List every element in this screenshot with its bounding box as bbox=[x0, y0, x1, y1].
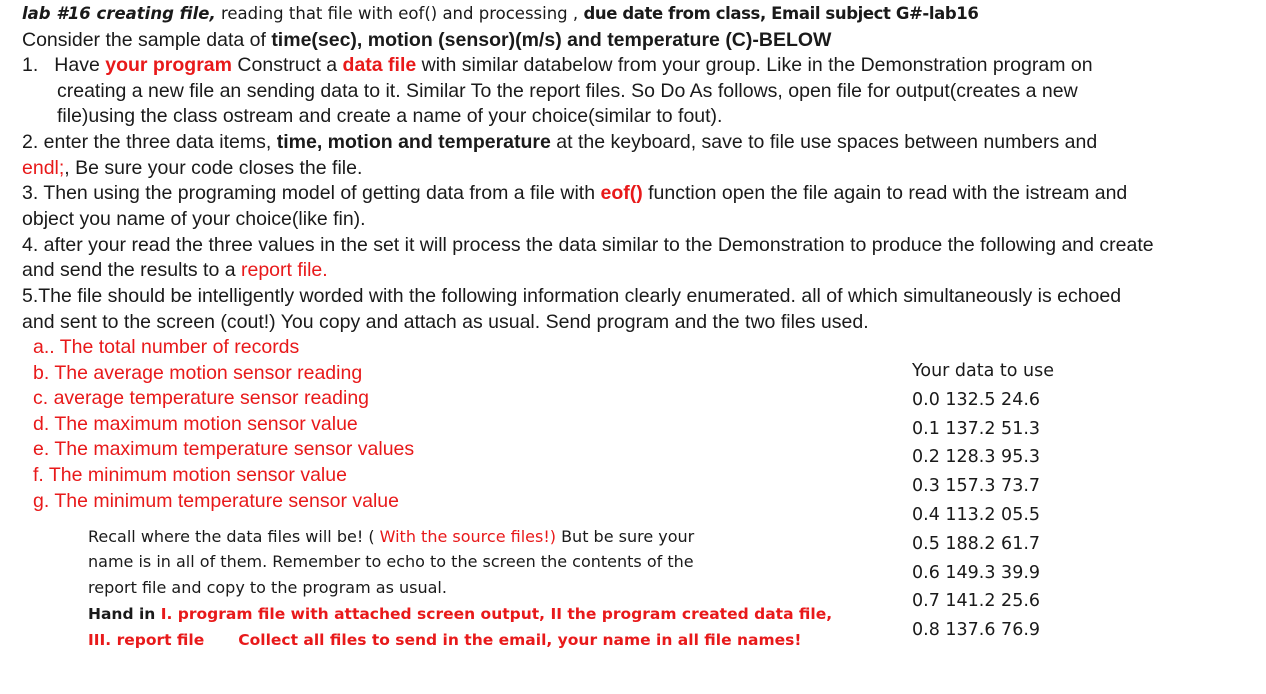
recall-text-c: But be sure your bbox=[555, 527, 695, 546]
step-1-your-program: your program bbox=[105, 54, 232, 76]
step-3-line-1 bbox=[22, 182, 1127, 204]
data-row: 0.1 137.2 51.3 bbox=[912, 419, 1041, 439]
list-item-f: f. The minimum motion sensor value bbox=[33, 464, 347, 486]
intro-lead: Consider the sample data of bbox=[22, 29, 272, 51]
intro-bold: time(sec), motion (sensor)(m/s) and temperature (C)-BELOW bbox=[271, 29, 832, 51]
recall-line-1 bbox=[88, 526, 694, 548]
recall-text-a: Recall where the data files will be! ( bbox=[88, 527, 380, 546]
step-1-text-a: Have bbox=[54, 54, 106, 76]
list-item-d: d. The maximum motion sensor value bbox=[33, 413, 358, 435]
step-3-line-2: object you name of your choice(like fin). bbox=[22, 208, 366, 230]
step-1-line-3: file)using the class ostream and create a name of your choice(similar to fout). bbox=[57, 105, 723, 127]
data-row: 0.3 157.3 73.7 bbox=[912, 476, 1041, 496]
hand-in-label: Hand in bbox=[88, 605, 161, 623]
intro-line bbox=[22, 29, 831, 51]
step-1-line-2: creating a new file an sending data to it. Similar To the report files. So Do As follows, open file for output(creates a new bbox=[57, 80, 1078, 102]
data-row: 0.5 188.2 61.7 bbox=[912, 534, 1041, 554]
step-3-text-c: function open the file again to read with the istream and bbox=[642, 182, 1128, 204]
step-4-line-2 bbox=[22, 259, 328, 281]
list-item-b: b. The average motion sensor reading bbox=[33, 362, 363, 384]
step-5-line-2: and sent to the screen (cout!) You copy and attach as usual. Send program and the two files used. bbox=[22, 311, 869, 333]
step-1-text-e: with similar databelow from your group. Like in the Demonstration program on bbox=[416, 54, 1093, 76]
step-2-text-e: , Be sure your code closes the file. bbox=[64, 157, 363, 179]
step-1-line-1 bbox=[22, 54, 1093, 76]
report-file-item: III. report file bbox=[88, 631, 205, 649]
step-5-line-1: 5.The file should be intelligently worded with the following information clearly enumerated. all of which simultaneously is echoed bbox=[22, 285, 1122, 307]
hand-in-line-2 bbox=[88, 629, 801, 651]
step-3-eof: eof() bbox=[600, 182, 643, 204]
hand-in-line bbox=[88, 603, 832, 625]
data-row: 0.6 149.3 39.9 bbox=[912, 563, 1041, 583]
step-2-text-a: 2. enter the three data items, bbox=[22, 131, 277, 153]
step-1-text-c: Construct a bbox=[232, 54, 343, 76]
header-due-date: due date from class, Email subject G#-lab16 bbox=[578, 4, 979, 23]
collect-files-note: Collect all files to send in the email, your name in all file names! bbox=[238, 631, 802, 649]
header-reading: reading that file with eof() and processing , bbox=[215, 4, 579, 23]
hand-in-items: I. program file with attached screen output, II the program created data file, bbox=[160, 605, 833, 623]
recall-line-3: report file and copy to the program as usual. bbox=[88, 578, 447, 597]
recall-line-2: name is in all of them. Remember to echo to the screen the contents of the bbox=[88, 552, 694, 571]
step-2-line-1 bbox=[22, 131, 1097, 153]
list-item-e: e. The maximum temperature sensor values bbox=[33, 438, 415, 460]
step-1-data-file: data file bbox=[342, 54, 417, 76]
step-2-line-2 bbox=[22, 157, 362, 179]
step-3-text-a: 3. Then using the programing model of getting data from a file with bbox=[22, 182, 601, 204]
data-row: 0.2 128.3 95.3 bbox=[912, 447, 1041, 467]
list-item-c: c. average temperature sensor reading bbox=[33, 387, 370, 409]
data-title: Your data to use bbox=[912, 361, 1055, 381]
step-2-endl: endl; bbox=[22, 157, 65, 179]
step-1-number: 1. bbox=[22, 54, 39, 76]
data-row: 0.0 132.5 24.6 bbox=[912, 390, 1041, 410]
step-4-text-b: and send the results to a bbox=[22, 259, 241, 281]
step-2-bold: time, motion and temperature bbox=[276, 131, 551, 153]
assignment-header bbox=[22, 3, 978, 25]
step-4-line-1: 4. after your read the three values in the set it will process the data similar to the Demonstration to produce the following and create bbox=[22, 234, 1154, 256]
data-row: 0.4 113.2 05.5 bbox=[912, 505, 1041, 525]
recall-source-files: With the source files!) bbox=[379, 527, 556, 546]
list-item-a: a.. The total number of records bbox=[33, 336, 300, 358]
step-4-report-file: report file. bbox=[240, 259, 328, 281]
lab-title: lab #16 creating file, bbox=[22, 4, 216, 23]
list-item-g: g. The minimum temperature sensor value bbox=[33, 490, 399, 512]
data-row: 0.7 141.2 25.6 bbox=[912, 591, 1041, 611]
step-2-text-c: at the keyboard, save to file use spaces between numbers and bbox=[550, 131, 1098, 153]
data-row: 0.8 137.6 76.9 bbox=[912, 620, 1041, 640]
